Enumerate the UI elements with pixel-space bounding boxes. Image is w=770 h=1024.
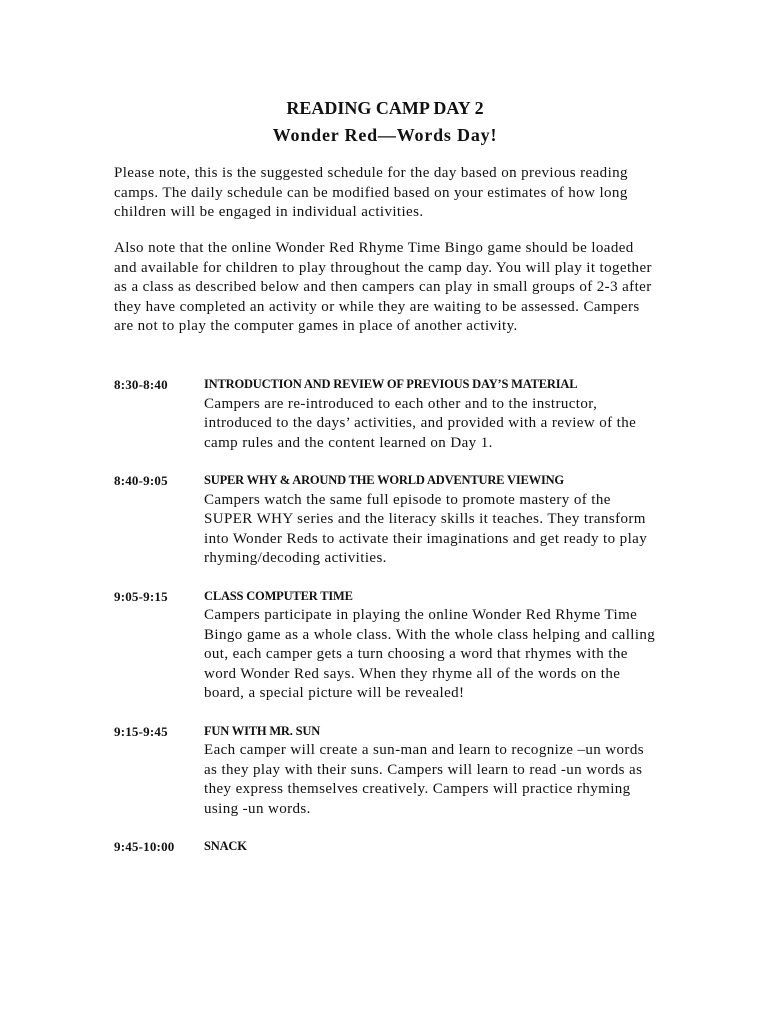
schedule-list xyxy=(114,375,659,857)
schedule-content xyxy=(204,587,659,704)
schedule-entry xyxy=(114,837,659,857)
schedule-heading: INTRODUCTION AND REVIEW OF PREVIOUS DAY’S MATERIAL xyxy=(204,377,578,391)
schedule-description: Campers are re-introduced to each other and to the instructor, introduced to the days’ activities, and provided with a review of the camp rules and the content learned on Day 1. xyxy=(204,395,637,451)
schedule-content xyxy=(204,471,659,569)
intro-paragraph: Please note, this is the suggested schedule for the day based on previous reading camps. The daily schedule can be modified based on your estimates of how long children will be engaged in individual activities. xyxy=(114,165,628,220)
schedule-content xyxy=(204,722,659,820)
schedule-description: Each camper will create a sun-man and learn to recognize –un words as they play with their suns. Campers will learn to read -un words as they express themselves creatively. Campers will practice rhyming using -un words. xyxy=(204,742,644,817)
schedule-heading: SNACK xyxy=(204,839,247,853)
schedule-heading: SUPER WHY & AROUND THE WORLD ADVENTURE VIEWING xyxy=(204,473,564,487)
schedule-description: Campers watch the same full episode to promote mastery of the SUPER WHY series and the literacy skills it teaches. They transform into Wonder Reds to activate their imaginations and get ready to play rhyming/decoding activities. xyxy=(204,491,648,566)
schedule-entry xyxy=(114,471,659,569)
schedule-entry xyxy=(114,375,659,453)
document-subtitle: Wonder Red—Words Day! xyxy=(272,125,498,145)
schedule-entry xyxy=(114,722,659,820)
schedule-content xyxy=(204,375,659,453)
schedule-time: 9:05-9:15 xyxy=(114,588,168,604)
schedule-description: Campers participate in playing the online Wonder Red Rhyme Time Bingo game as a whole class. With the whole class helping and calling out, each camper gets a turn choosing a word that rhymes with the word Wonder Red says. When they rhyme all of the words on the board, a special picture will be revealed! xyxy=(204,607,656,701)
schedule-time: 8:30-8:40 xyxy=(114,377,168,392)
document-title: READING CAMP DAY 2 xyxy=(286,98,484,118)
schedule-content xyxy=(204,837,659,857)
schedule-heading: FUN WITH MR. SUN xyxy=(204,723,321,738)
schedule-heading: CLASS COMPUTER TIME xyxy=(204,588,353,603)
schedule-time: 8:40-9:05 xyxy=(114,473,168,488)
schedule-time: 9:45-10:00 xyxy=(114,839,175,854)
note-paragraph: Also note that the online Wonder Red Rhyme Time Bingo game should be loaded and available for children to play throughout the camp day. You will play it together as a class as described below and then campers can play in small groups of 2-3 after they have completed an activity or while they are waiting to be assessed. Campers are not to play the computer games in place of another activity. xyxy=(114,240,652,334)
schedule-time: 9:15-9:45 xyxy=(114,723,168,739)
schedule-entry xyxy=(114,587,659,704)
